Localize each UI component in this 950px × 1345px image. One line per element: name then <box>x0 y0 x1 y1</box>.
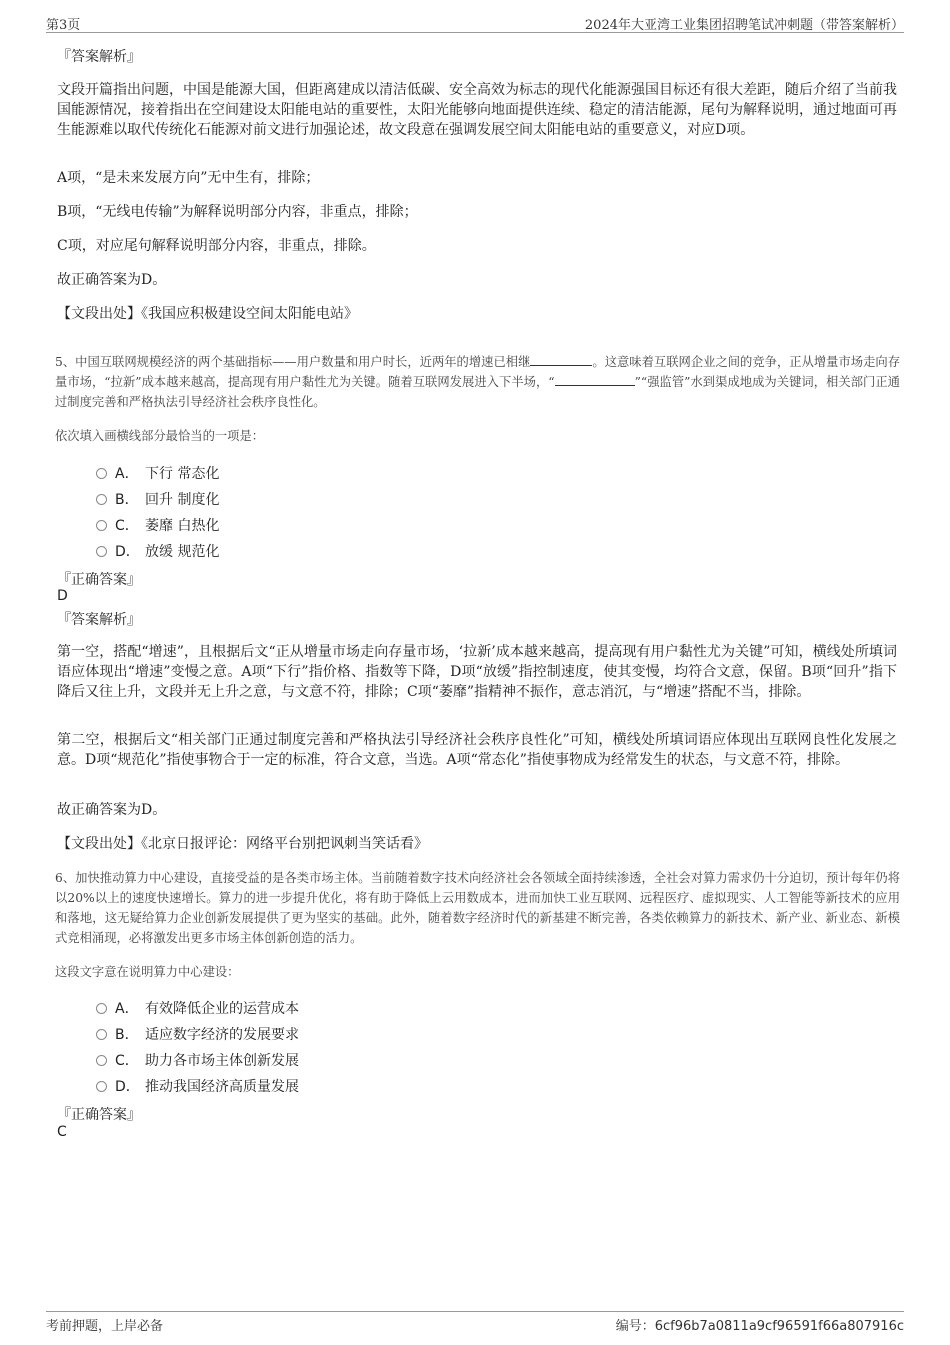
option-b[interactable]: B． 适应数字经济的发展要求 <box>96 1024 299 1044</box>
stem-part: 。这意味着互联网企业之间的竞争，正从增量市场走向存量市场，“拉新”成本越来越高，提高现有用户黏性尤为关键。随着互联网发展进入下半场，“ <box>55 355 900 389</box>
radio-icon[interactable] <box>96 1029 107 1040</box>
document-code: 编号：6cf96b7a0811a9cf96591f66a807916c <box>615 1319 904 1334</box>
analysis-paragraph: 文段开篇指出问题，中国是能源大国，但距离建成以清洁低碳、安全高效为标志的现代化能源强国目标还有很大差距，随后介绍了当前我国能源情况，接着指出在空间建设太阳能电站的重要性，太阳光能够向地面提供连续、稳定的清洁能源，尾句为解释说明，通过地面可再生能源难以取代传统化石能源对前文进行加强论述，故文段意在强调发展空间太阳能电站的重要意义，对应D项。 <box>57 82 897 138</box>
stem-part: ”“强监管”水到渠成地成为关键词，相关部门正通过制度完善和严格执法引导经济社会秩序良性化。 <box>55 375 900 409</box>
document-title: 2024年大亚湾工业集团招聘笔试冲刺题（带答案解析） <box>584 18 904 33</box>
radio-icon[interactable] <box>96 468 107 479</box>
radio-icon[interactable] <box>96 494 107 505</box>
footer-slogan: 考前押题，上岸必备 <box>46 1319 164 1334</box>
source-citation: 【文段出处】《北京日报评论：网络平台别把讽刺当笑话看》 <box>57 836 428 852</box>
conclusion: 故正确答案为D。 <box>57 802 167 818</box>
analysis-paragraph: A项，“是未来发展方向”无中生有，排除； <box>57 170 320 186</box>
correct-answer-label: 『正确答案』 <box>57 1107 141 1123</box>
radio-icon[interactable] <box>96 520 107 531</box>
analysis-label: 『答案解析』 <box>57 612 141 628</box>
option-a[interactable]: A． 下行 常态化 <box>96 463 219 483</box>
question-5-stem <box>55 352 900 412</box>
option-d[interactable]: D． 放缓 规范化 <box>96 541 219 561</box>
correct-answer-label: 『正确答案』 <box>57 572 141 588</box>
page-footer <box>46 1311 904 1336</box>
fill-blank <box>555 372 635 386</box>
correct-answer: D <box>57 588 68 604</box>
page-number: 第3页 <box>46 18 81 33</box>
fill-blank <box>530 352 592 366</box>
stem-part: 5、中国互联网规模经济的两个基础指标——用户数量和用户时长，近两年的增速已相继 <box>55 355 531 369</box>
question-6-stem: 6、加快推动算力中心建设，直接受益的是各类市场主体。当前随着数字技术向经济社会各领域全面持续渗透，全社会对算力需求仍十分迫切，预计每年仍将以20%以上的速度快速增长。算力的进一步提升优化，将有助于降低上云用数成本，进而加快工业互联网、远程医疗、虚拟现实、人工智能等新技术的应用和落地，这无疑给算力企业创新发展提供了更为坚实的基础。此外，随着数字经济时代的新基建不断完善，各类依赖算力的新技术、新产业、新业态、新模式竞相涌现，必将激发出更多市场主体创新创造的活力。 <box>55 871 900 945</box>
radio-icon[interactable] <box>96 1081 107 1092</box>
page-header <box>46 12 904 33</box>
option-a[interactable]: A． 有效降低企业的运营成本 <box>96 998 299 1018</box>
analysis-paragraph: C项，对应尾句解释说明部分内容，非重点，排除。 <box>57 238 376 254</box>
radio-icon[interactable] <box>96 546 107 557</box>
conclusion: 故正确答案为D。 <box>57 272 167 288</box>
option-c[interactable]: C． 助力各市场主体创新发展 <box>96 1050 299 1070</box>
option-d[interactable]: D． 推动我国经济高质量发展 <box>96 1076 299 1096</box>
analysis-paragraph: B项，“无线电传输”为解释说明部分内容，非重点，排除； <box>57 204 418 220</box>
question-prompt: 依次填入画横线部分最恰当的一项是： <box>55 429 265 443</box>
source-citation: 【文段出处】《我国应积极建设空间太阳能电站》 <box>57 306 358 322</box>
radio-icon[interactable] <box>96 1003 107 1014</box>
analysis-paragraph: 第二空，根据后文“相关部门正通过制度完善和严格执法引导经济社会秩序良性化”可知，横线处所填词语应体现出互联网良性化发展之意。D项“规范化”指使事物合于一定的标准，符合文意，当选。A项“常态化”指使事物成为经常发生的状态，与文意不符，排除。 <box>57 732 897 768</box>
correct-answer: C <box>57 1124 67 1140</box>
option-b[interactable]: B． 回升 制度化 <box>96 489 219 509</box>
analysis-paragraph: 第一空，搭配“增速”，且根据后文“正从增量市场走向存量市场，‘拉新’成本越来越高，提高现有用户黏性尤为关键”可知，横线处所填词语应体现出“增速”变慢之意。A项“下行”指价格、指数等下降，D项“放缓”指控制速度，使其变慢，均符合文意，保留。B项“回升”指下降后又往上升，文段并无上升之意，与文意不符，排除；C项“萎靡”指精神不振作，意志消沉，与“增速”搭配不当，排除。 <box>57 644 897 700</box>
question-prompt: 这段文字意在说明算力中心建设： <box>55 965 240 979</box>
radio-icon[interactable] <box>96 1055 107 1066</box>
option-c[interactable]: C． 萎靡 白热化 <box>96 515 219 535</box>
analysis-label: 『答案解析』 <box>57 49 141 65</box>
